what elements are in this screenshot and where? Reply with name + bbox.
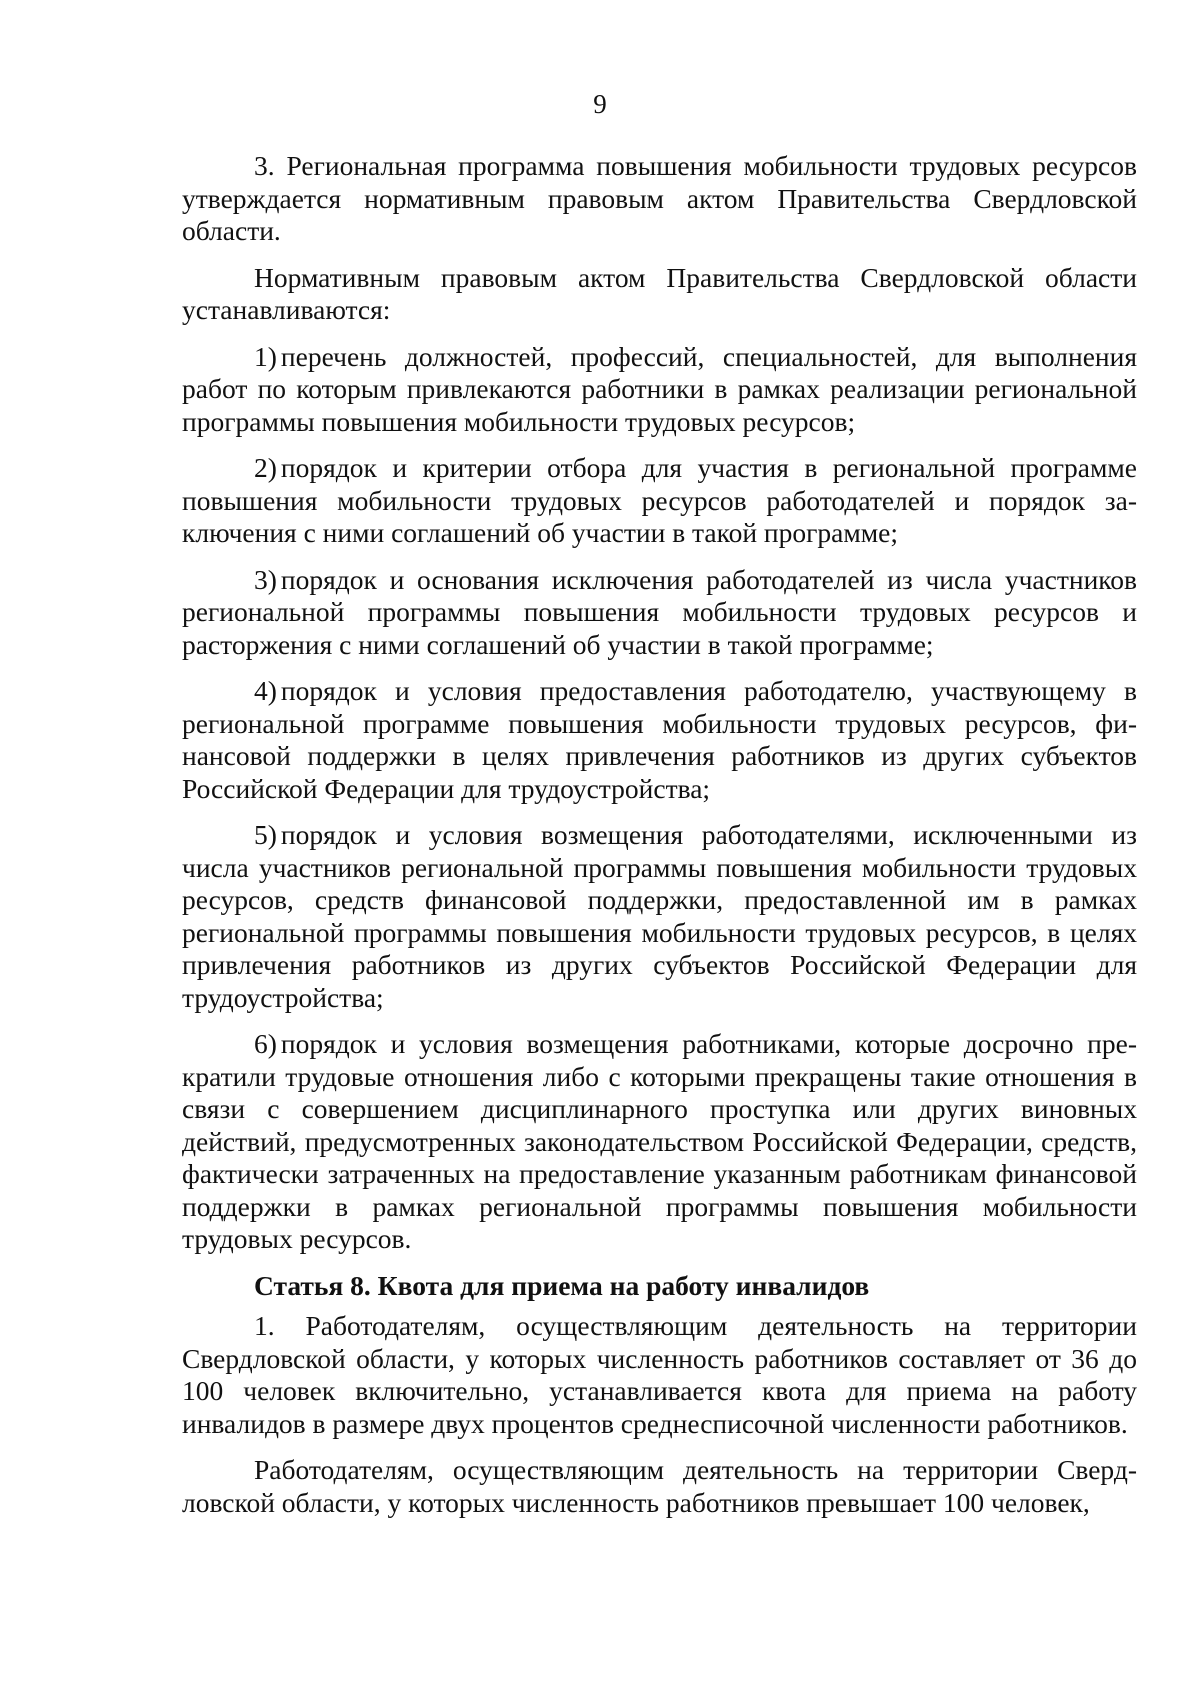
list-item-number: 4) [254,675,277,706]
list-item-text: порядок и основания исключения работодателей из числа участников региональной программы повышения мобильности трудовых ресурсов и расторжения с ними соглашений об участии в такой программе; [182,563,1137,660]
list-item-1 [182,341,1137,439]
list-item-text: порядок и условия возмещения работниками, которые досрочно прекратили трудовые отношения либо с которыми прекращены такие отношения в связи с совершением дисциплинарного проступка или других виновных действий, предусмотренных законодательством Российской Федерации, средств, фактически затраченных на предоставление указанным работникам финансовой поддержки в рамках региональной программы повышения мобильности трудовых ресурсов. [182,1028,1137,1254]
list-item-5 [182,819,1137,1014]
article-paragraph-1: 1. Работодателям, осуществляющим деятельность на территории Свердловской области, у которых численность работников составляет от 36 до 100 человек включительно, устанавливается квота для приема на работу инвалидов в размере двух процентов среднесписочной численности работников. [182,1310,1137,1439]
list-item-number: 3) [254,563,277,595]
list-item-text: порядок и условия предоставления работодателю, участвующему в региональной программе повышения мобильности трудовых ресурсов, финансовой поддержки в целях привлечения работников из других субъектов Российской Федерации для трудоустройства; [182,675,1137,804]
list-item-4 [182,675,1137,805]
list-item-number: 5) [254,819,277,850]
article-paragraph-2: Работодателям, осуществляющим деятельность на территории Свердловской области, у которых численность работников превышает 100 человек, [182,1454,1137,1518]
list-item-3 [182,564,1137,662]
article-heading: Статья 8. Квота для приема на работу инвалидов [254,1269,870,1301]
list-item-6 [182,1028,1137,1256]
list-item-text: порядок и условия возмещения работодателями, исключенными из числа участников региональной программы повышения мобильности трудовых ресурсов, средств финансовой поддержки, предоставленной им в рамках региональной программы повышения мобильности трудовых ресурсов, в целях привлечения работников из других субъектов Российской Федерации для трудоустройства; [182,819,1137,1013]
page-number: 9 [593,89,607,119]
paragraph-3: 3. Региональная программа повышения мобильности трудовых ресурсов утверждается нормативным правовым актом Правительства Свердловской области. [182,150,1137,246]
document-body [182,150,1137,1519]
list-item-number: 6) [254,1028,277,1059]
list-item-2 [182,452,1137,550]
list-item-text: порядок и критерии отбора для участия в региональной программе повышения мобильности трудовых ресурсов работодателей и порядок заключения с ними соглашений об участии в такой программе; [182,452,1137,548]
list-item-number: 2) [254,452,277,483]
list-item-text: перечень должностей, профессий, специальностей, для выполнения работ по которым привлекаются работники в рамках реализации региональной программы повышения мобильности трудовых ресурсов; [182,340,1137,437]
paragraph-intro: Нормативным правовым актом Правительства Свердловской области устанавливаются: [182,261,1137,325]
list-item-number: 1) [254,340,277,372]
